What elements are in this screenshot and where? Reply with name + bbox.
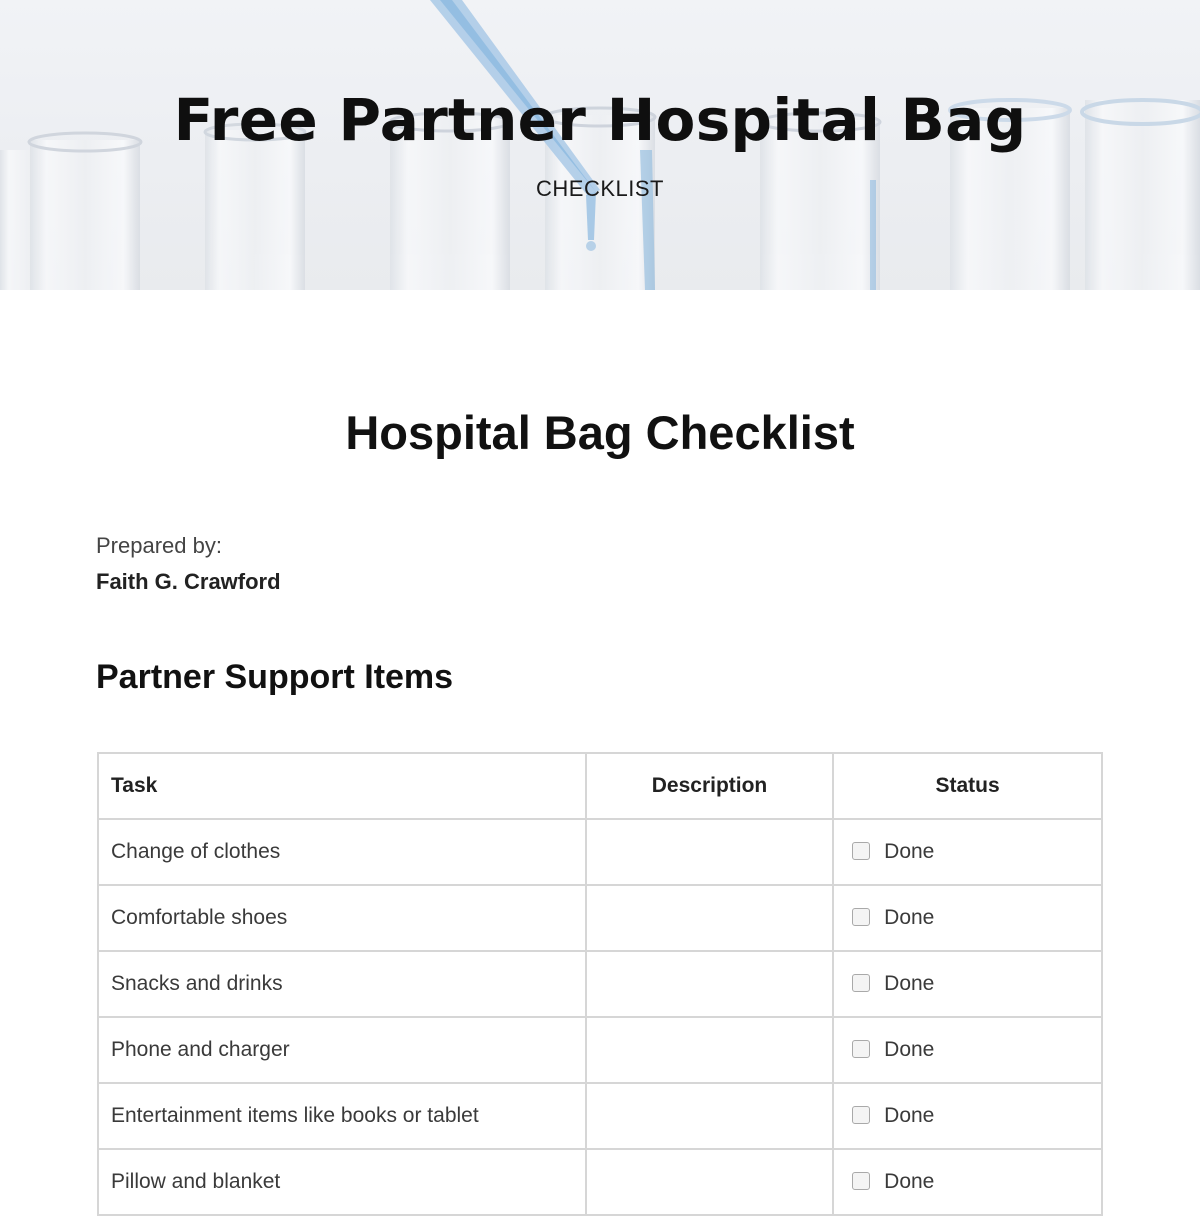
status-label: Done — [884, 1038, 935, 1061]
status-cell — [833, 1017, 1102, 1083]
header-description: Description — [586, 753, 833, 819]
status-cell — [833, 1083, 1102, 1149]
task-cell: Entertainment items like books or tablet — [98, 1083, 586, 1149]
description-cell[interactable] — [586, 1149, 833, 1215]
task-cell: Comfortable shoes — [98, 885, 586, 951]
header-banner — [0, 0, 1200, 290]
table-row — [98, 1017, 1102, 1083]
done-checkbox[interactable] — [852, 908, 870, 926]
task-cell: Change of clothes — [98, 819, 586, 885]
table-row — [98, 819, 1102, 885]
description-cell[interactable] — [586, 819, 833, 885]
status-label: Done — [884, 906, 935, 929]
status-label: Done — [884, 840, 935, 863]
description-cell[interactable] — [586, 951, 833, 1017]
status-cell — [833, 885, 1102, 951]
banner-subtitle: CHECKLIST — [536, 176, 664, 201]
table-header-row — [98, 753, 1102, 819]
table-row — [98, 1149, 1102, 1215]
header-task: Task — [98, 753, 586, 819]
status-cell — [833, 819, 1102, 885]
task-cell: Pillow and blanket — [98, 1149, 586, 1215]
description-cell[interactable] — [586, 1083, 833, 1149]
table-row — [98, 1083, 1102, 1149]
document-title: Hospital Bag Checklist — [345, 406, 855, 459]
task-cell: Snacks and drinks — [98, 951, 586, 1017]
status-label: Done — [884, 972, 935, 995]
done-checkbox[interactable] — [852, 1106, 870, 1124]
status-cell — [833, 1149, 1102, 1215]
done-checkbox[interactable] — [852, 1172, 870, 1190]
description-cell[interactable] — [586, 1017, 833, 1083]
done-checkbox[interactable] — [852, 1040, 870, 1058]
checklist-table — [97, 752, 1103, 1216]
status-label: Done — [884, 1104, 935, 1127]
description-cell[interactable] — [586, 885, 833, 951]
done-checkbox[interactable] — [852, 842, 870, 860]
prepared-by-label: Prepared by: — [96, 533, 222, 558]
done-checkbox[interactable] — [852, 974, 870, 992]
prepared-by-name: Faith G. Crawford — [96, 569, 281, 594]
status-label: Done — [884, 1170, 935, 1193]
table-row — [98, 951, 1102, 1017]
section-heading: Partner Support Items — [96, 658, 454, 696]
banner-title: Free Partner Hospital Bag — [173, 86, 1027, 154]
table-row — [98, 885, 1102, 951]
header-status: Status — [833, 753, 1102, 819]
task-cell: Phone and charger — [98, 1017, 586, 1083]
status-cell — [833, 951, 1102, 1017]
